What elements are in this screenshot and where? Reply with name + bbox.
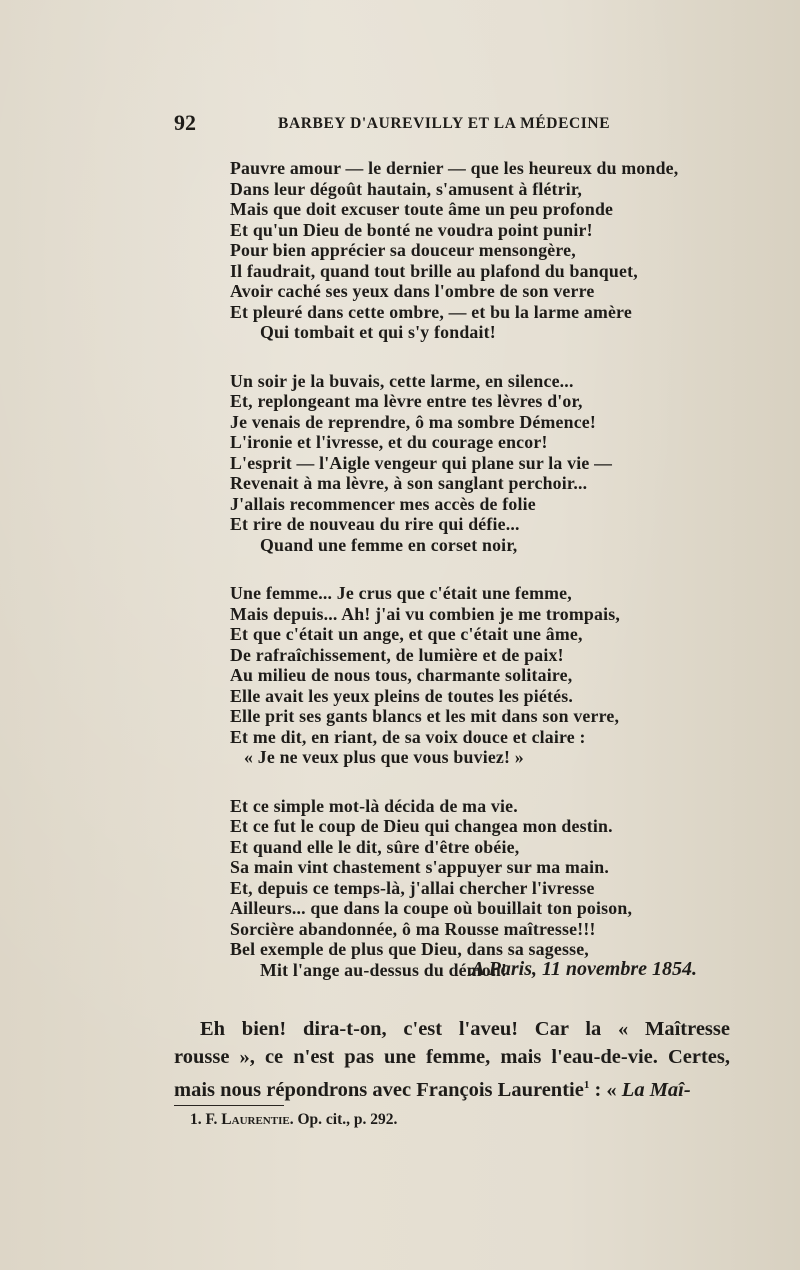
poem-line: Une femme... Je crus que c'était une femme,: [230, 583, 572, 603]
poem-line: Et qu'un Dieu de bonté ne voudra point punir!: [230, 219, 593, 240]
poem-dateline: A Paris, 11 novembre 1854.: [471, 958, 697, 980]
poem-line: J'allais recommencer mes accès de folie: [230, 493, 536, 514]
page-number: 92: [174, 110, 196, 135]
page-header: [174, 110, 644, 140]
prose-italic-text: La Maî-: [621, 1078, 691, 1101]
prose-paragraph: [174, 1015, 730, 1104]
footnote-divider: [174, 1105, 284, 1106]
poem-line: Dans leur dégoût hautain, s'amusent à flétrir,: [230, 178, 583, 199]
footnote-reference[interactable]: 1: [583, 1079, 590, 1091]
poem-line: Et ce simple mot-là décida de ma vie.: [230, 795, 518, 816]
poem-line: Et que c'était un ange, et que c'était une âme,: [230, 624, 583, 644]
poem-line: Sorcière abandonnée, ô ma Rousse maîtresse!!!: [230, 918, 596, 939]
poem-line: L'ironie et l'ivresse, et du courage encor!: [230, 432, 548, 452]
footnote-number: 1. F.: [190, 1111, 218, 1128]
stanza-1: [230, 158, 750, 343]
poem-line: Revenait à ma lèvre, à son sanglant perchoir...: [230, 473, 588, 493]
footnote-author: Laurentie.: [221, 1111, 294, 1128]
poem-line: Et, replongeant ma lèvre entre tes lèvres d'or,: [230, 391, 583, 411]
poem-line: Elle avait les yeux pleins de toutes les piétés.: [230, 685, 573, 706]
poem: [230, 158, 750, 1008]
poem-line: Mais depuis... Ah! j'ai vu combien je me trompais,: [230, 603, 620, 624]
poem-line: Et rire de nouveau du rire qui défie...: [230, 514, 520, 534]
stanza-3: [230, 583, 750, 768]
poem-line: Au milieu de nous tous, charmante solitaire,: [230, 665, 573, 685]
poem-line: Ailleurs... que dans la coupe où bouillait ton poison,: [230, 898, 633, 918]
poem-line: Il faudrait, quand tout brille au plafond du banquet,: [230, 260, 638, 281]
poem-line: Pour bien apprécier sa douceur mensongère,: [230, 240, 576, 260]
poem-line: Qui tombait et qui s'y fondait!: [260, 322, 496, 342]
running-title: BARBEY D'AUREVILLY ET LA MÉDECINE: [278, 115, 611, 132]
poem-line: Mit l'ange au-dessus du démon!: [260, 959, 508, 980]
poem-line: Un soir je la buvais, cette larme, en silence...: [230, 370, 574, 391]
poem-line: « Je ne veux plus que vous buviez! »: [244, 747, 524, 767]
poem-line: Et pleuré dans cette ombre, — et bu la larme amère: [230, 301, 632, 322]
poem-line: Et quand elle le dit, sûre d'être obéie,: [230, 836, 520, 857]
poem-line: L'esprit — l'Aigle vengeur qui plane sur la vie —: [230, 452, 613, 473]
poem-line: Elle prit ses gants blancs et les mit dans son verre,: [230, 706, 620, 726]
poem-line: Et, depuis ce temps-là, j'allai chercher l'ivresse: [230, 877, 595, 898]
prose-line: [174, 1071, 730, 1104]
footnote-reference-text: Op. cit., p. 292.: [297, 1111, 398, 1128]
poem-line: De rafraîchissement, de lumière et de paix!: [230, 644, 564, 665]
prose-line: Eh bien! dira-t-on, c'est l'aveu! Car la « Maîtresse: [200, 1018, 730, 1040]
prose-text: : «: [589, 1078, 622, 1101]
poem-line: Quand une femme en corset noir,: [260, 534, 518, 555]
poem-line: Avoir caché ses yeux dans l'ombre de son verre: [230, 281, 595, 301]
prose-line: rousse », ce n'est pas une femme, mais l'eau-de-vie. Certes,: [174, 1046, 730, 1068]
poem-line: Sa main vint chastement s'appuyer sur ma main.: [230, 857, 610, 877]
poem-line: Bel exemple de plus que Dieu, dans sa sagesse,: [230, 939, 589, 959]
poem-line: Pauvre amour — le dernier — que les heureux du monde,: [230, 158, 679, 178]
prose-text: mais nous répondrons avec François Laurentie: [174, 1078, 584, 1101]
poem-line: Je venais de reprendre, ô ma sombre Démence!: [230, 411, 597, 432]
poem-line: Et ce fut le coup de Dieu qui changea mon destin.: [230, 816, 613, 836]
stanza-2: [230, 371, 750, 556]
footnote: [190, 1111, 397, 1129]
poem-line: Mais que doit excuser toute âme un peu profonde: [230, 199, 614, 219]
poem-line: Et me dit, en riant, de sa voix douce et claire :: [230, 726, 586, 747]
stanza-4: [230, 796, 750, 981]
